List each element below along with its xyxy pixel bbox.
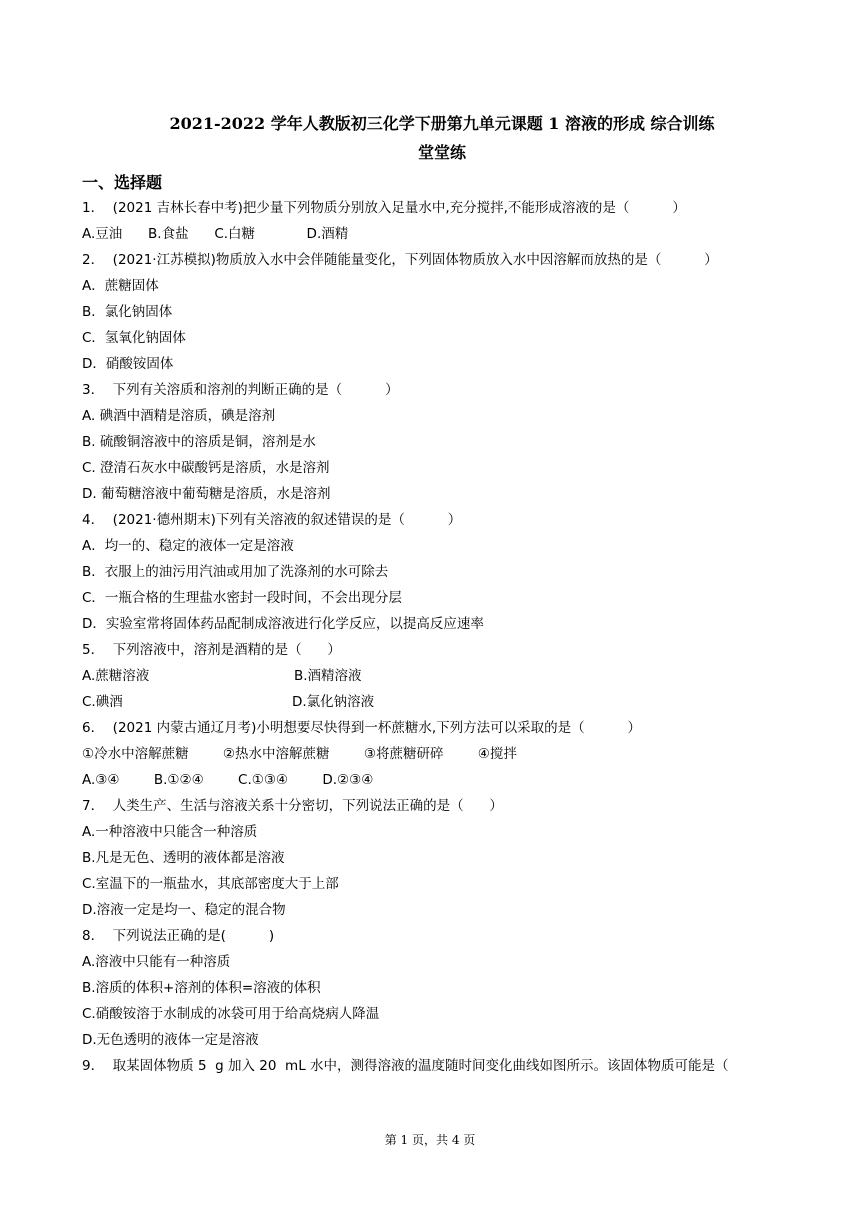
question-2-option-d: D．硝酸铵固体 bbox=[82, 356, 174, 372]
question-3-option-b: B. 硫酸铜溶液中的溶质是铜，溶剂是水 bbox=[82, 434, 316, 450]
question-7: 7． 人类生产、生活与溶液关系十分密切，下列说法正确的是（ ） bbox=[82, 798, 503, 814]
question-4-option-b: B．衣服上的油污用汽油或用加了洗涤剂的水可除去 bbox=[82, 564, 389, 580]
question-4-option-d: D．实验室常将固体药品配制成溶液进行化学反应，以提高反应速率 bbox=[82, 616, 484, 632]
question-5-option-d: D.氯化钠溶液 bbox=[292, 694, 375, 710]
question-7-option-d: D.溶液一定是均一、稳定的混合物 bbox=[82, 902, 286, 918]
page-footer: 第 1 页，共 4 页 bbox=[384, 1133, 476, 1147]
question-2-option-c: C．氢氧化钠固体 bbox=[82, 330, 186, 346]
question-3: 3． 下列有关溶质和溶剂的判断正确的是（ ） bbox=[82, 382, 399, 398]
question-8-option-a: A.溶液中只能有一种溶质 bbox=[82, 954, 231, 970]
question-2: 2． (2021·江苏模拟)物质放入水中会伴随能量变化，下列固体物质放入水中因溶解而放热的是（ ） bbox=[82, 252, 718, 268]
question-3-option-d: D. 葡萄糖溶液中葡萄糖是溶质，水是溶剂 bbox=[82, 486, 331, 502]
question-7-option-b: B.凡是无色、透明的液体都是溶液 bbox=[82, 850, 285, 866]
question-5-option-b: B.酒精溶液 bbox=[294, 668, 362, 684]
question-1-options: A.豆油 B.食盐 C.白糖 D.酒精 bbox=[82, 226, 349, 242]
question-6-statements: ①冷水中溶解蔗糖 ②热水中溶解蔗糖 ③将蔗糖研碎 ④搅拌 bbox=[82, 746, 517, 762]
question-7-option-a: A.一种溶液中只能含一种溶质 bbox=[82, 824, 258, 840]
question-3-option-a: A. 碘酒中酒精是溶质，碘是溶剂 bbox=[82, 408, 276, 424]
question-8-option-b: B.溶质的体积+溶剂的体积=溶液的体积 bbox=[82, 980, 321, 996]
question-2-option-a: A．蔗糖固体 bbox=[82, 278, 159, 294]
question-4-option-c: C．一瓶合格的生理盐水密封一段时间，不会出现分层 bbox=[82, 590, 402, 606]
question-5: 5． 下列溶液中，溶剂是酒精的是（ ） bbox=[82, 642, 341, 658]
question-8-option-c: C.硝酸铵溶于水制成的冰袋可用于给高烧病人降温 bbox=[82, 1006, 380, 1022]
question-6-options: A.③④ B.①②④ C.①③④ D.②③④ bbox=[82, 772, 374, 788]
document-subtitle: 堂堂练 bbox=[417, 143, 466, 162]
question-5-option-a: A.蔗糖溶液 bbox=[82, 668, 150, 684]
question-3-option-c: C. 澄清石灰水中碳酸钙是溶质，水是溶剂 bbox=[82, 460, 330, 476]
question-6: 6． (2021 内蒙古通辽月考)小明想要尽快得到一杯蔗糖水,下列方法可以采取的是（ ） bbox=[82, 720, 642, 736]
question-7-option-c: C.室温下的一瓶盐水，其底部密度大于上部 bbox=[82, 876, 339, 892]
section-heading: 一、选择题 bbox=[82, 173, 163, 192]
question-8: 8． 下列说法正确的是( ) bbox=[82, 928, 275, 944]
question-2-option-b: B．氯化钠固体 bbox=[82, 304, 173, 320]
question-8-option-d: D.无色透明的液体一定是溶液 bbox=[82, 1032, 259, 1048]
question-4: 4． (2021·德州期末)下列有关溶液的叙述错误的是（ ） bbox=[82, 512, 462, 528]
question-9: 9． 取某固体物质 5 g 加入 20 mL 水中，测得溶液的温度随时间变化曲线如图所示。该固体物质可能是（ bbox=[82, 1058, 729, 1074]
question-4-option-a: A．均一的、稳定的液体一定是溶液 bbox=[82, 538, 294, 554]
question-1: 1． (2021 吉林长春中考)把少量下列物质分别放入足量水中,充分搅拌,不能形成溶液的是（ ） bbox=[82, 200, 686, 216]
document-title: 2021-2022 学年人教版初三化学下册第九单元课题 1 溶液的形成 综合训练 bbox=[169, 114, 715, 133]
question-5-option-c: C.碘酒 bbox=[82, 694, 123, 710]
